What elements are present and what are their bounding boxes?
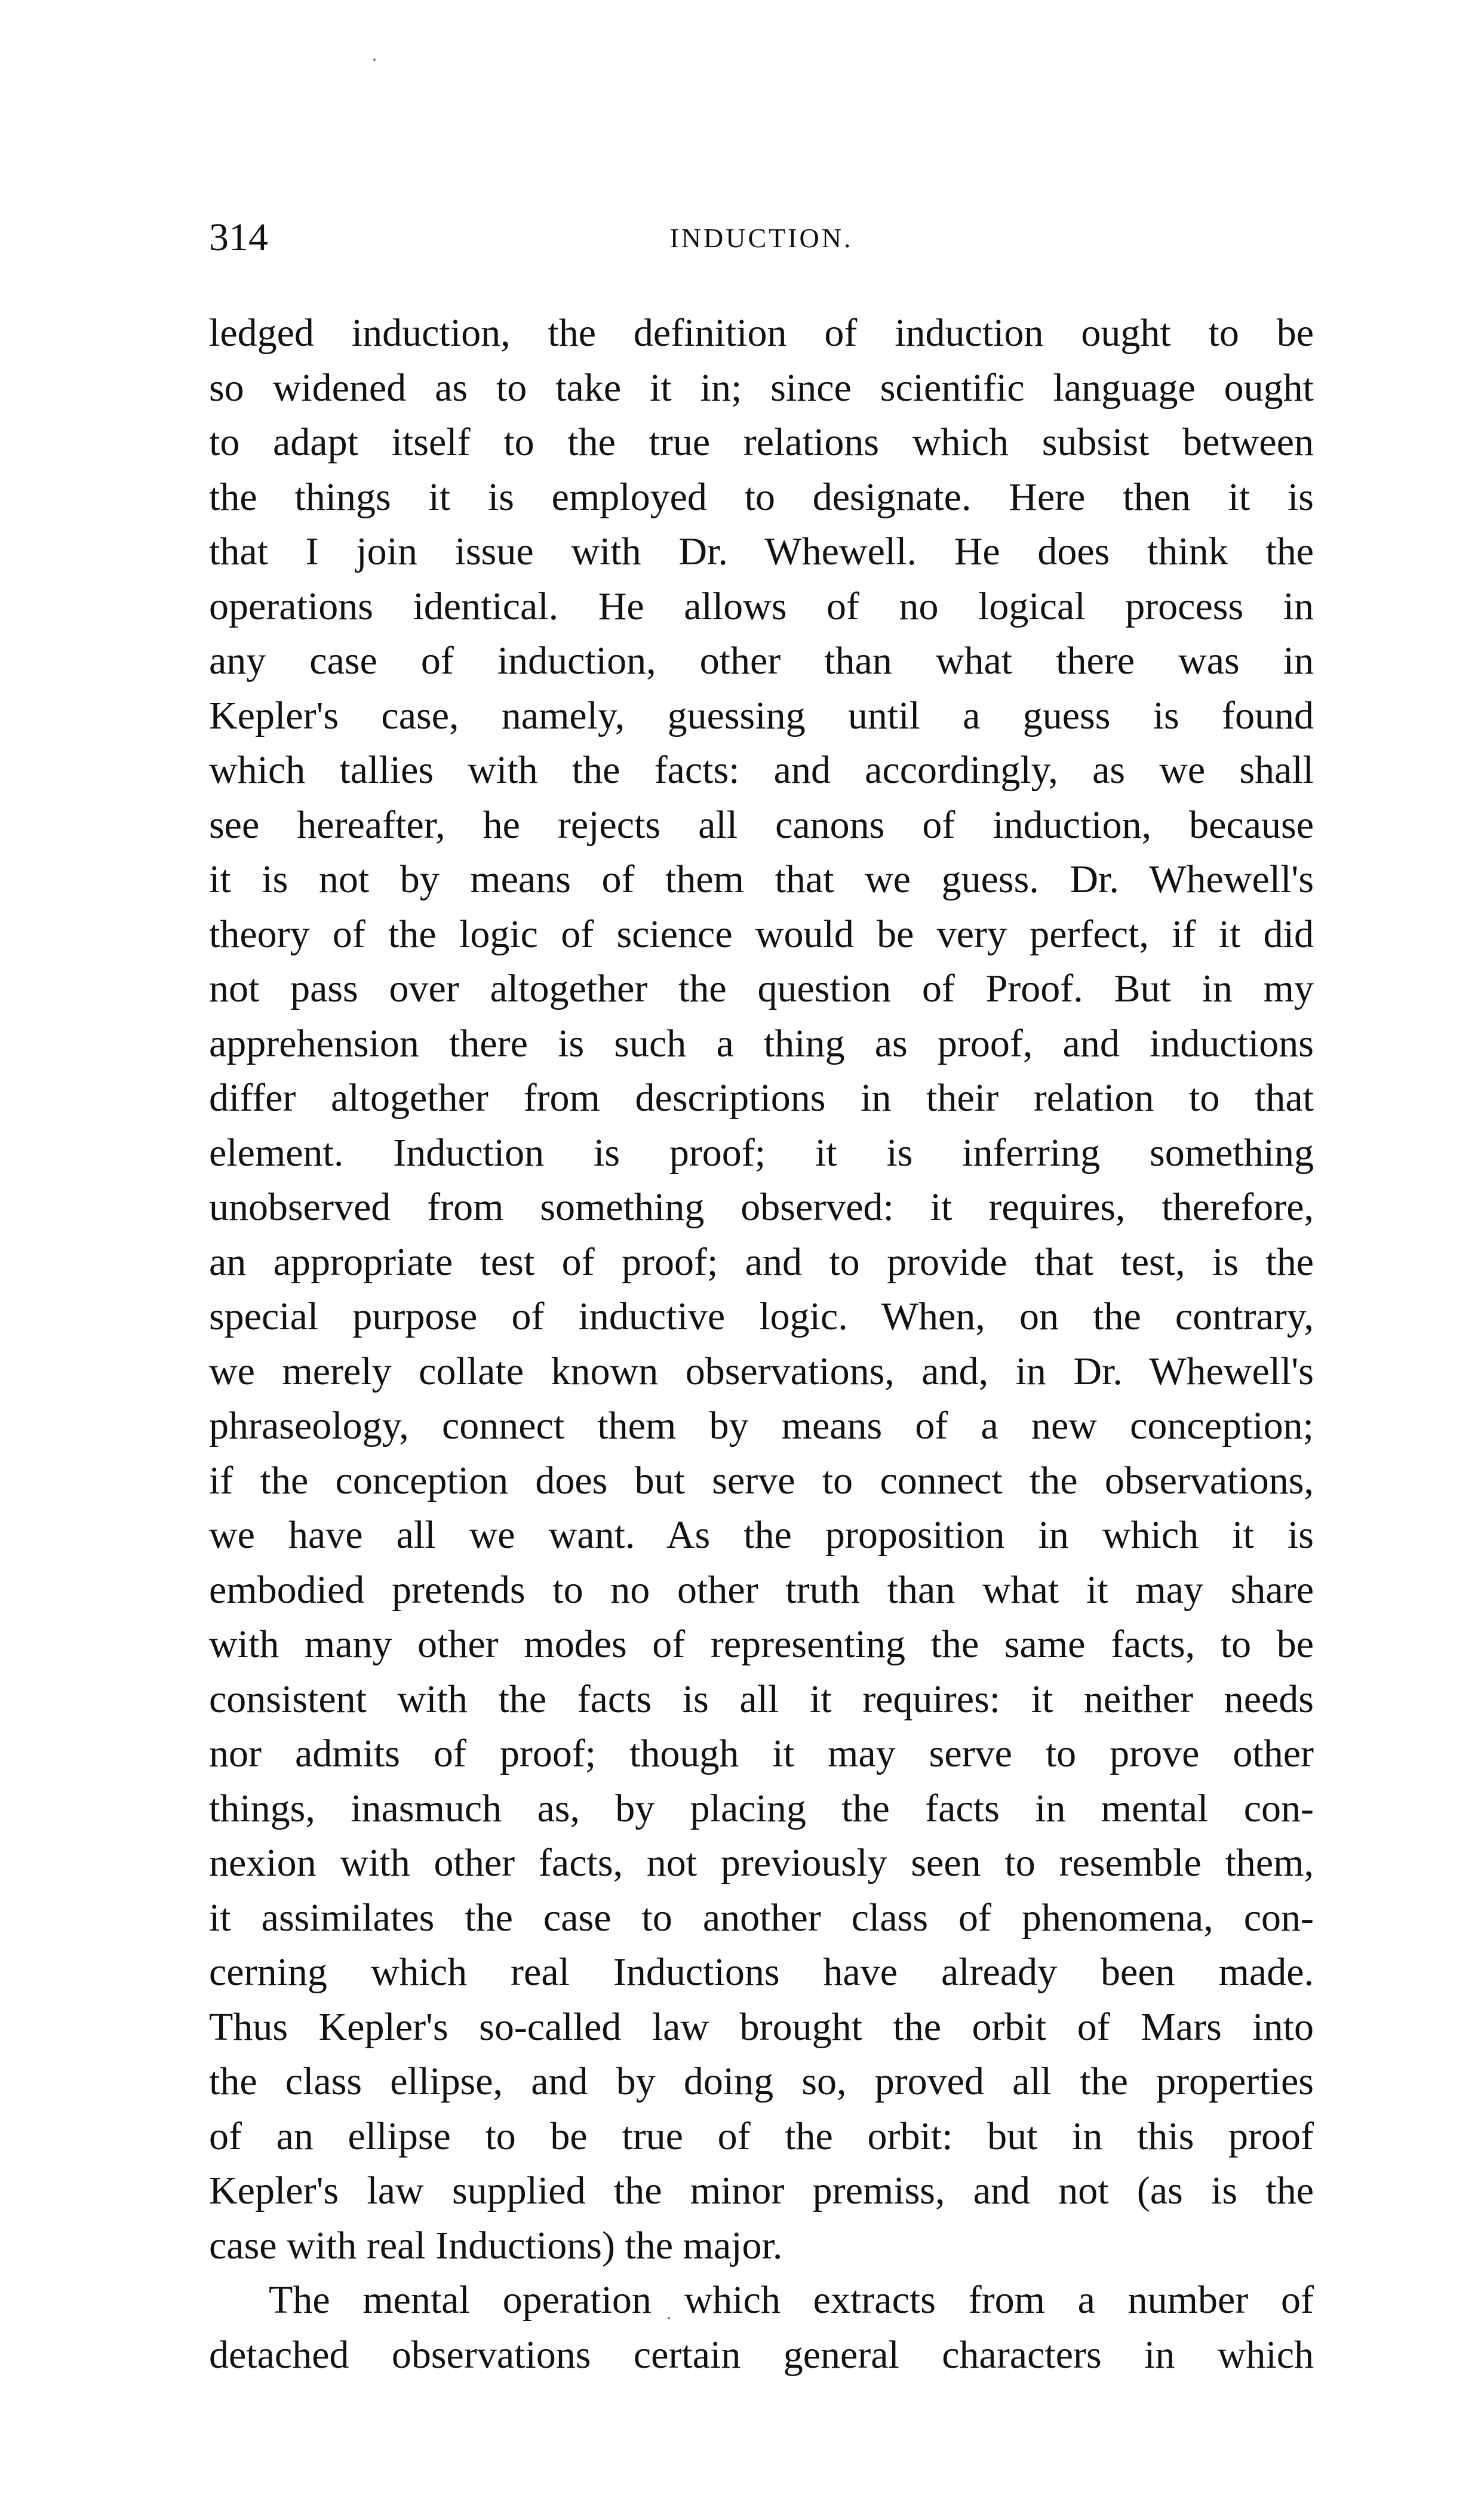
text-line: nexion with other facts, not previously seen to resemble them, bbox=[209, 1841, 1314, 1885]
text-line: detached observations certain general characters in which bbox=[209, 2332, 1314, 2377]
text-line: element. Induction is proof; it is inferring something bbox=[209, 1130, 1314, 1175]
text-line: case with real Inductions) the major. bbox=[209, 2223, 783, 2267]
text-line: The mental operation which extracts from a number of bbox=[269, 2278, 1314, 2322]
text-line: embodied pretends to no other truth than what it may share bbox=[209, 1568, 1314, 1612]
page-body-text bbox=[209, 306, 1314, 2382]
text-line: of an ellipse to be true of the orbit: but in this proof bbox=[209, 2114, 1314, 2158]
text-line: if the conception does but serve to connect the observations, bbox=[209, 1458, 1314, 1502]
text-line: things, inasmuch as, by placing the facts in mental con- bbox=[209, 1786, 1314, 1830]
text-line: cerning which real Inductions have already been made. bbox=[209, 1950, 1314, 1994]
text-line: the things it is employed to designate. Here then it is bbox=[209, 475, 1314, 519]
text-line: consistent with the facts is all it requires: it neither needs bbox=[209, 1677, 1314, 1721]
text-line: not pass over altogether the question of Proof. But in my bbox=[209, 967, 1314, 1010]
text-line: to adapt itself to the true relations which subsist between bbox=[209, 420, 1314, 464]
text-line: operations identical. He allows of no logical process in bbox=[209, 584, 1314, 628]
text-line: nor admits of proof; though it may serve to prove other bbox=[209, 1732, 1314, 1775]
text-line: ledged induction, the definition of induction ought to be bbox=[209, 311, 1314, 355]
text-line: Kepler's case, namely, guessing until a guess is found bbox=[209, 693, 1314, 737]
text-line: apprehension there is such a thing as proof, and inductions bbox=[209, 1021, 1314, 1065]
text-line: it is not by means of them that we guess. Dr. Whewell's bbox=[209, 858, 1314, 901]
text-line: that I join issue with Dr. Whewell. He does think the bbox=[209, 530, 1314, 573]
text-line: it assimilates the case to another class of phenomena, con- bbox=[209, 1895, 1314, 1940]
running-head: INDUCTION. bbox=[669, 223, 853, 253]
text-line: an appropriate test of proof; and to provide that test, is the bbox=[209, 1240, 1314, 1284]
text-line: Thus Kepler's so-called law brought the orbit of Mars into bbox=[209, 2005, 1314, 2049]
text-line: theory of the logic of science would be very perfect, if it did bbox=[209, 912, 1314, 956]
scan-speck bbox=[373, 59, 376, 61]
text-line: which tallies with the facts: and accordingly, as we shall bbox=[209, 748, 1314, 792]
text-line: any case of induction, other than what there was in bbox=[209, 639, 1314, 683]
text-line: phraseology, connect them by means of a new conception; bbox=[209, 1404, 1314, 1448]
text-line: see hereafter, he rejects all canons of induction, because bbox=[209, 803, 1314, 847]
text-line: special purpose of inductive logic. When, on the contrary, bbox=[209, 1295, 1314, 1338]
text-line: with many other modes of representing the same facts, to be bbox=[209, 1622, 1314, 1666]
text-line: the class ellipse, and by doing so, proved all the properties bbox=[209, 2060, 1314, 2103]
text-line: we have all we want. As the proposition in which it is bbox=[209, 1513, 1314, 1557]
text-line: so widened as to take it in; since scientific language ought bbox=[209, 365, 1314, 410]
text-line: we merely collate known observations, and, in Dr. Whewell's bbox=[209, 1349, 1314, 1393]
text-line: Kepler's law supplied the minor premiss, and not (as is the bbox=[209, 2169, 1314, 2212]
text-line: unobserved from something observed: it requires, therefore, bbox=[209, 1185, 1314, 1229]
text-line: differ altogether from descriptions in their relation to that bbox=[209, 1076, 1314, 1120]
page-number: 314 bbox=[209, 216, 268, 259]
page-header bbox=[209, 215, 1314, 269]
